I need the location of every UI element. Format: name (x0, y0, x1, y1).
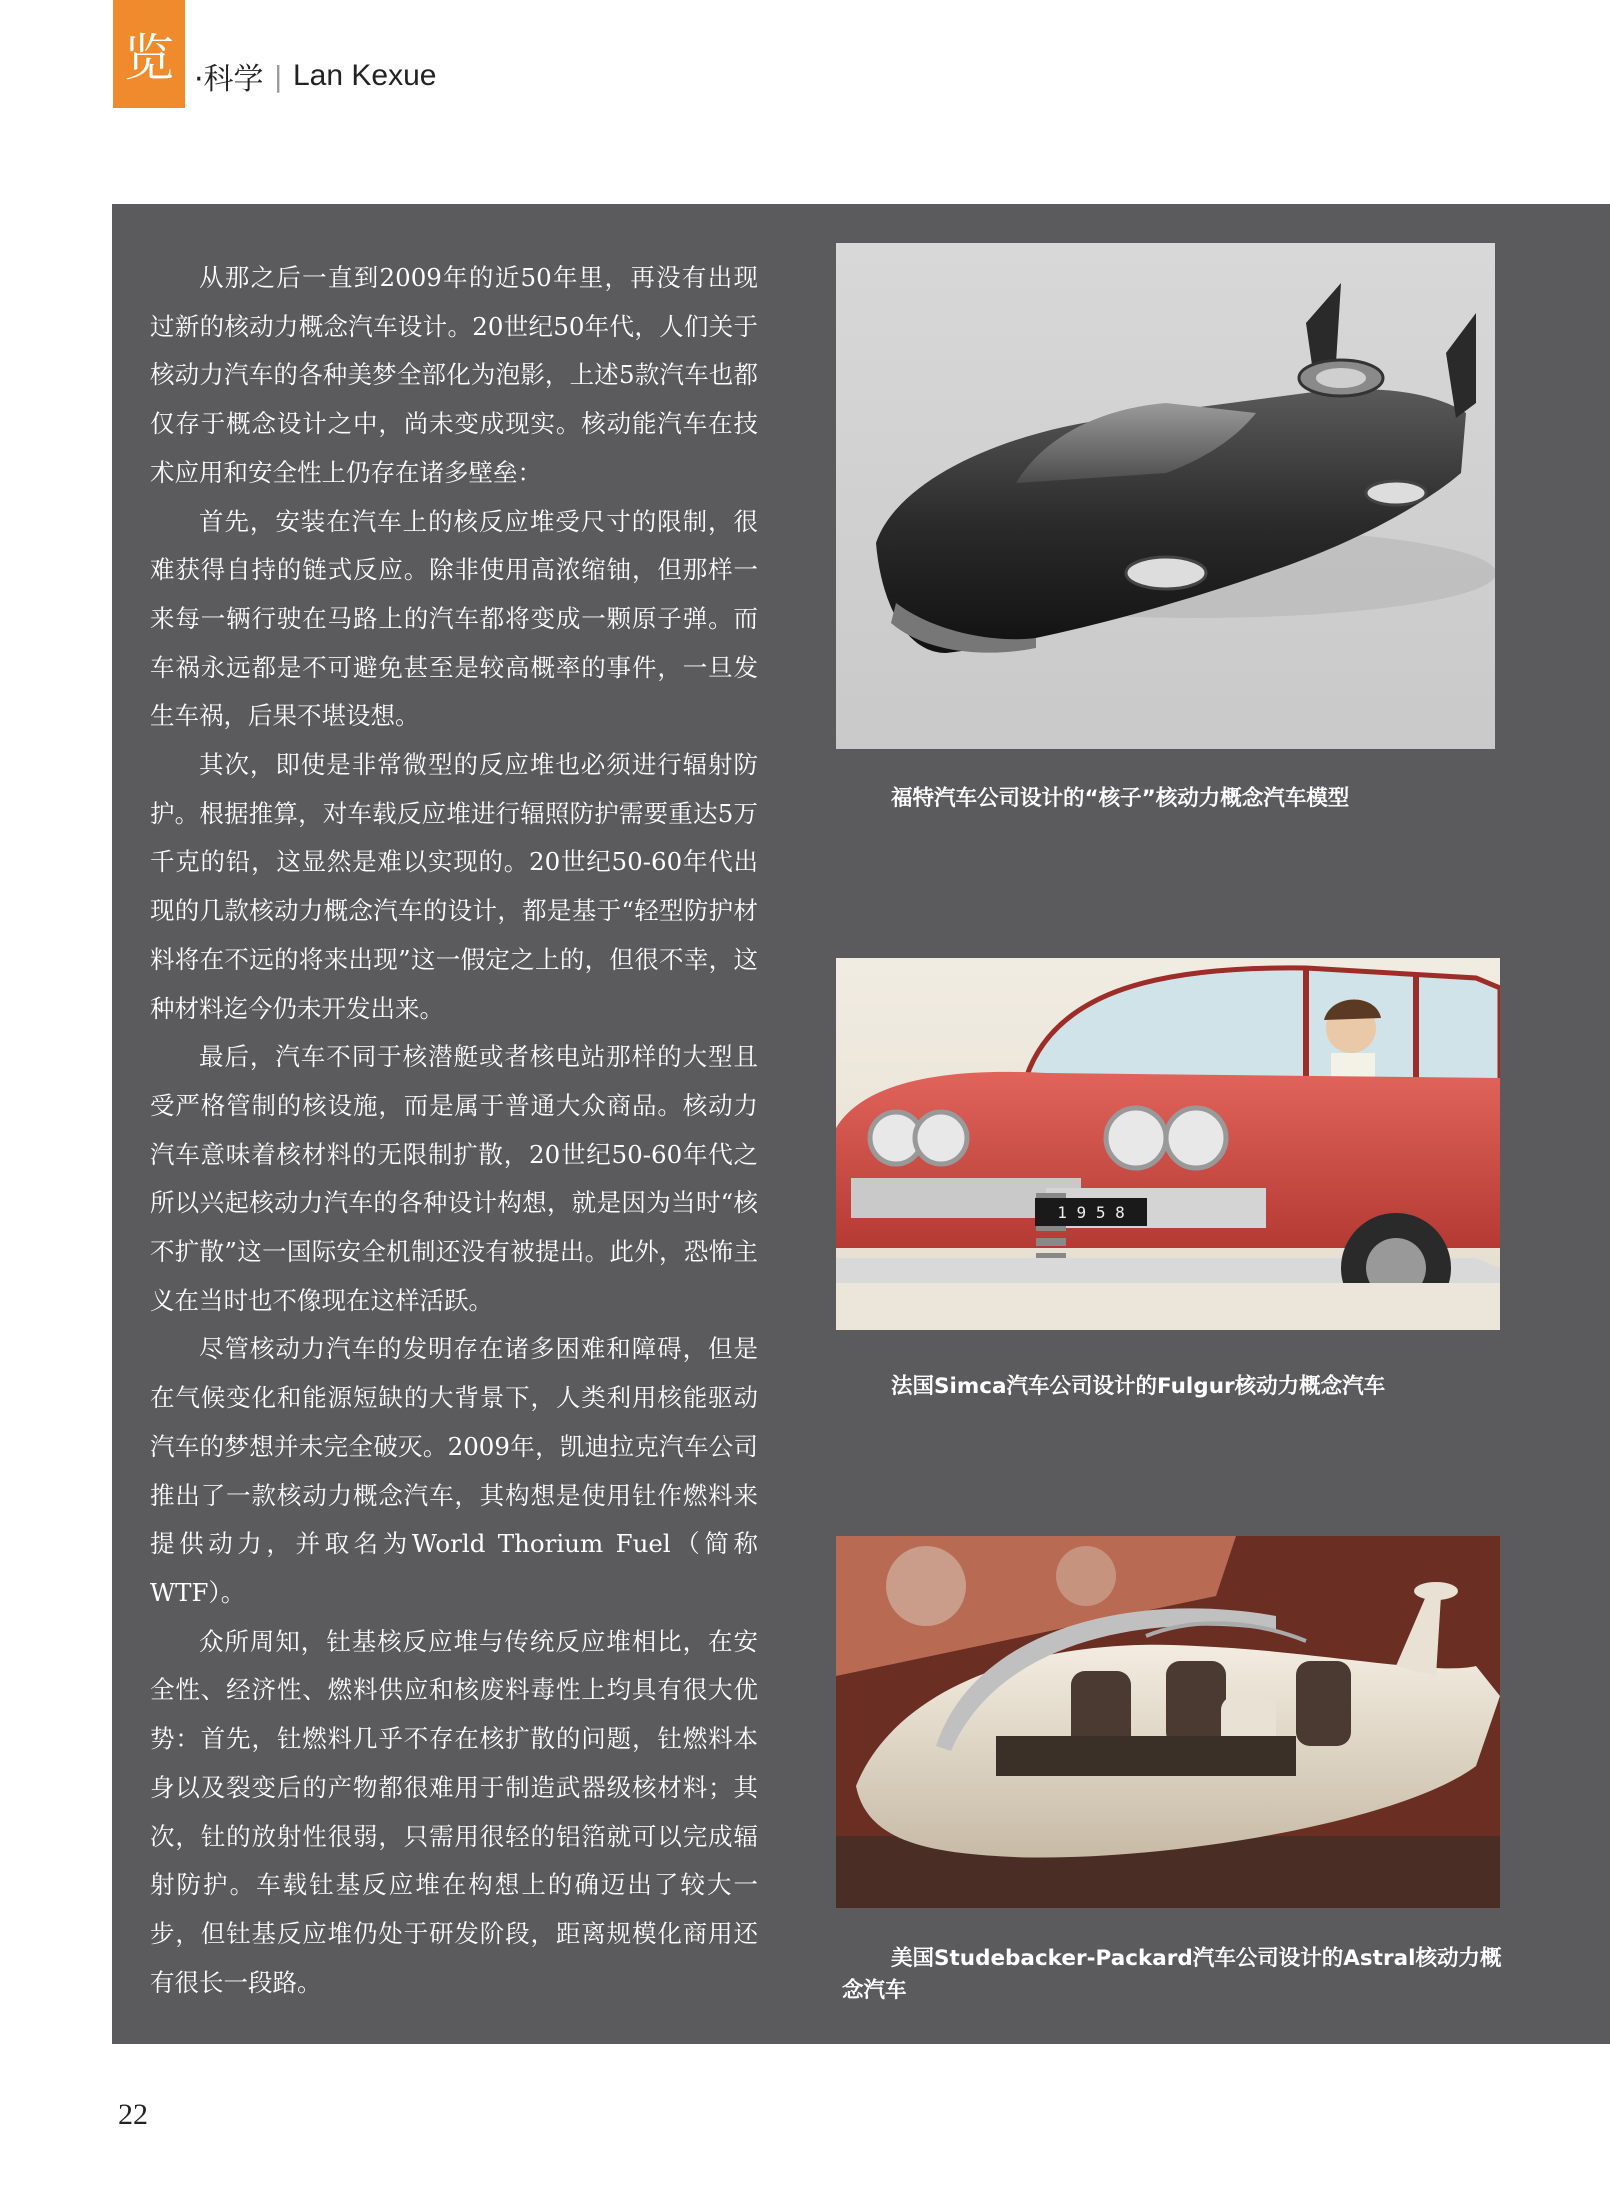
figure-caption: 法国Simca汽车公司设计的Fulgur核动力概念汽车 (891, 1374, 1386, 1399)
astral-concept-photo (836, 1536, 1500, 1908)
figure-caption: 美国Studebacker-Packard汽车公司设计的Astral核动力概念汽车 (842, 1946, 1502, 2003)
section-category: ·科学 (194, 62, 264, 97)
article-paragraph: 其次，即使是非常微型的反应堆也必须进行辐射防护。根据推算，对车载反应堆进行辐照防护需要重达5万千克的铅，这显然是难以实现的。20世纪50-60年代出现的几款核动力概念汽车的设计，都是基于“轻型防护材料将在不远的将来出现”这一假定之上的，但很不幸，这种材料迄今仍未开发出来。 (150, 750, 758, 1023)
article-paragraph: 从那之后一直到2009年的近50年里，再没有出现过新的核动力概念汽车设计。20世纪50年代，人们关于核动力汽车的各种美梦全部化为泡影，上述5款汽车也都仅存于概念设计之中，尚未变成现实。核动能汽车在技术应用和安全性上仍存在诸多壁垒： (150, 263, 758, 487)
article-paragraph: 众所周知，钍基核反应堆与传统反应堆相比，在安全性、经济性、燃料供应和核废料毒性上均具有很大优势：首先，钍燃料几乎不存在核扩散的问题，钍燃料本身以及裂变后的产物都很难用于制造武器级核材料；其次，钍的放射性很弱，只需用很轻的铝箔就可以完成辐射防护。车载钍基反应堆在构想上的确迈出了较大一步，但钍基反应堆仍处于研发阶段，距离规模化商用还有很长一段路。 (150, 1626, 758, 1997)
ford-nucleon-photo (836, 243, 1495, 749)
header-divider: | (273, 59, 283, 93)
figure-caption: 福特汽车公司设计的“核子”核动力概念汽车模型 (891, 786, 1350, 811)
article-paragraph: 首先，安装在汽车上的核反应堆受尺寸的限制，很难获得自持的链式反应。除非使用高浓缩铀，但那样一来每一辆行驶在马路上的汽车都将变成一颗原子弹。而车祸永远都是不可避免甚至是较高概率的事件，一旦发生车祸，后果不堪设想。 (150, 506, 758, 731)
page-number: 22 (118, 2098, 148, 2131)
license-plate-text: 1 9 5 8 (1057, 1203, 1125, 1222)
section-badge: 览 (113, 0, 185, 108)
section-pinyin: Lan Kexue (292, 59, 437, 92)
section-header (194, 54, 436, 98)
article-paragraph: 尽管核动力汽车的发明存在诸多困难和障碍，但是在气候变化和能源短缺的大背景下，人类利用核能驱动汽车的梦想并未完全破灭。2009年，凯迪拉克汽车公司推出了一款核动力概念汽车，其构想是使用钍作燃料来提供动力，并取名为World Thorium Fuel（简称WTF）。 (150, 1334, 758, 1607)
article-paragraph: 最后，汽车不同于核潜艇或者核电站那样的大型且受严格管制的核设施，而是属于普通大众商品。核动力汽车意味着核材料的无限制扩散，20世纪50-60年代之所以兴起核动力汽车的各种设计构想，就是因为当时“核不扩散”这一国际安全机制还没有被提出。此外，恐怖主义在当时也不像现在这样活跃。 (150, 1042, 758, 1315)
simca-fulgur-photo (836, 958, 1500, 1330)
article-body (150, 254, 758, 2007)
